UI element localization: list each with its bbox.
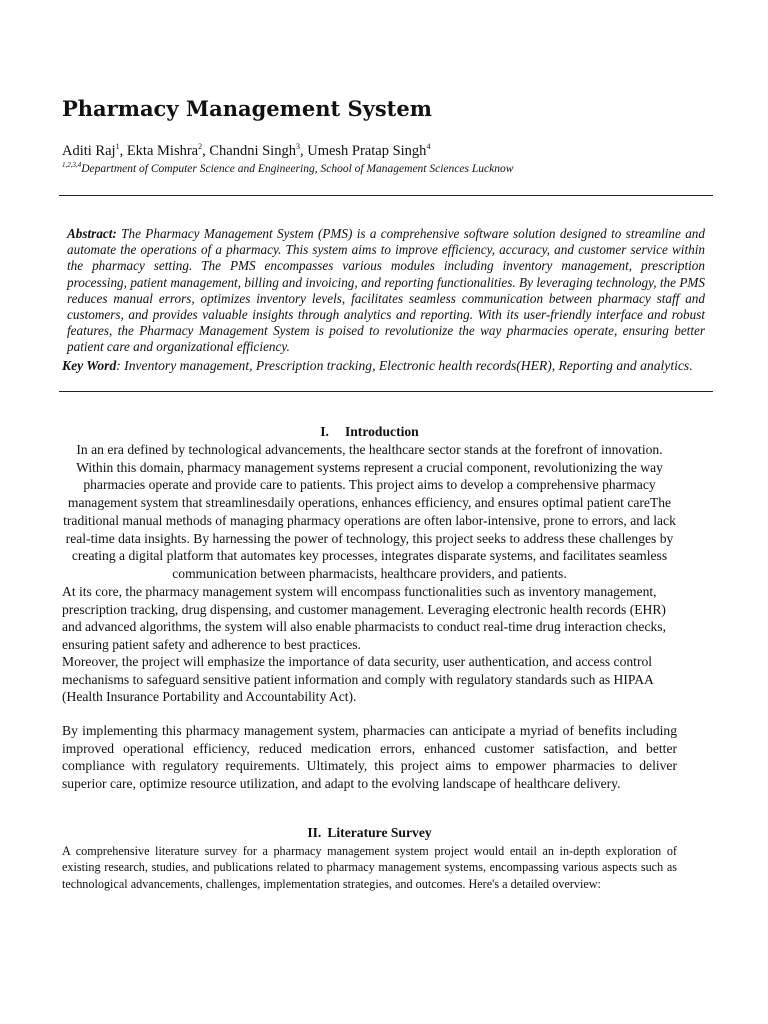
- author-superscript: 2: [198, 142, 203, 151]
- paper-title: Pharmacy Management System: [62, 96, 432, 121]
- abstract: [67, 226, 705, 356]
- section-number: II.: [307, 825, 322, 840]
- intro-paragraph-benefits: By implementing this pharmacy management system, pharmacies can anticipate a myriad of benefits including improved operational efficiency, reduced medication errors, enhanced customer satisfaction, and better compliance with regulatory requirements. Ultimately, this project aims to empower pharmacies to deliver superior care, optimize resource utilization, and adapt to the evolving landscape of healthcare delivery.: [62, 723, 677, 792]
- keywords-label: Key Word: [62, 358, 117, 373]
- keywords-text: : Inventory management, Prescription tracking, Electronic health records(HER), Reporting and analytics.: [116, 358, 693, 373]
- intro-paragraph-security: Moreover, the project will emphasize the importance of data security, user authentication, and access control mechanisms to safeguard sensitive patient information and comply with regulatory standards such as HIPAA (Health Insurance Portability and Accountability Act).: [62, 654, 654, 705]
- section-title: Literature Survey: [327, 825, 432, 840]
- author-name: Umesh Pratap Singh: [307, 143, 427, 159]
- keywords: [62, 357, 712, 374]
- affiliation: [62, 161, 513, 175]
- intro-paragraph-core: At its core, the pharmacy management system will encompass functionalities such as inventory management, prescription tracking, drug dispensing, and customer management. Leveraging electronic health records (EHR) and advanced algorithms, the system will also enable pharmacists to conduct real-time drug interaction checks, ensuring patient safety and adherence to best practices.: [62, 584, 666, 653]
- section-heading-introduction: [62, 424, 677, 440]
- bottom-divider: [59, 391, 713, 392]
- intro-centered-paragraph: In an era defined by technological advancements, the healthcare sector stands at the forefront of innovation. Within this domain, pharmacy management systems represent a crucial component, revolutionizing the way pharmacies operate and provide care to patients. This project aims to develop a comprehensive pharmacy management system that streamlinesdaily operations, enhances efficiency, and ensures optimal patient careThe traditional manual methods of managing pharmacy operations are often labor-intensive, prone to errors, and lack real-time data insights. By harnessing the power of technology, this project seeks to address these challenges by creating a digital platform that automates key processes, integrates disparate systems, and facilitates seamless communication between pharmacists, healthcare providers, and patients.: [63, 442, 676, 581]
- author-list: Aditi Raj$^1$, Ekta Mishra$^2$, Chandni Singh$^3$, Umesh Pratap Singh$^4$: [62, 142, 431, 159]
- top-divider: [59, 195, 713, 196]
- affiliation-text: Department of Computer Science and Engineering, School of Management Sciences Lucknow: [81, 163, 514, 175]
- author-name: Aditi Raj: [62, 143, 116, 159]
- abstract-text: The Pharmacy Management System (PMS) is a comprehensive software solution designed to streamline and automate the operations of a pharmacy. This system aims to improve efficiency, accuracy, and customer service within the pharmacy setting. The PMS encompasses various modules including inventory management, prescription processing, patient management, billing and invoicing, and reporting functionalities. By leveraging technology, the PMS reduces manual errors, optimizes inventory levels, facilitates seamless communication between pharmacy staff and customers, and provides valuable insights through analytics and reporting. With its user-friendly interface and robust features, the Pharmacy Management System is poised to revolutionize the way pharmacies operate, ensuring better patient care and organizational efficiency.: [67, 226, 705, 355]
- section-heading-literature-survey: [62, 825, 677, 841]
- section-number: I.: [320, 424, 329, 439]
- abstract-label: Abstract:: [67, 226, 117, 241]
- author-name: Ekta Mishra: [126, 143, 199, 159]
- author-superscript: 1: [115, 142, 120, 151]
- affiliation-superscript: 1,2,3,4: [62, 161, 82, 169]
- author-superscript: 4: [426, 142, 431, 151]
- literature-paragraph: A comprehensive literature survey for a pharmacy management system project would entail an in-depth exploration of existing research, studies, and publications related to pharmacy management systems, encompassing various aspects such as technological advancements, challenges, implementation strategies, and outcomes. Here's a detailed overview:: [62, 844, 677, 891]
- author-name: Chandni Singh: [209, 143, 296, 159]
- section-title: Introduction: [344, 424, 419, 439]
- author-superscript: 3: [295, 142, 300, 151]
